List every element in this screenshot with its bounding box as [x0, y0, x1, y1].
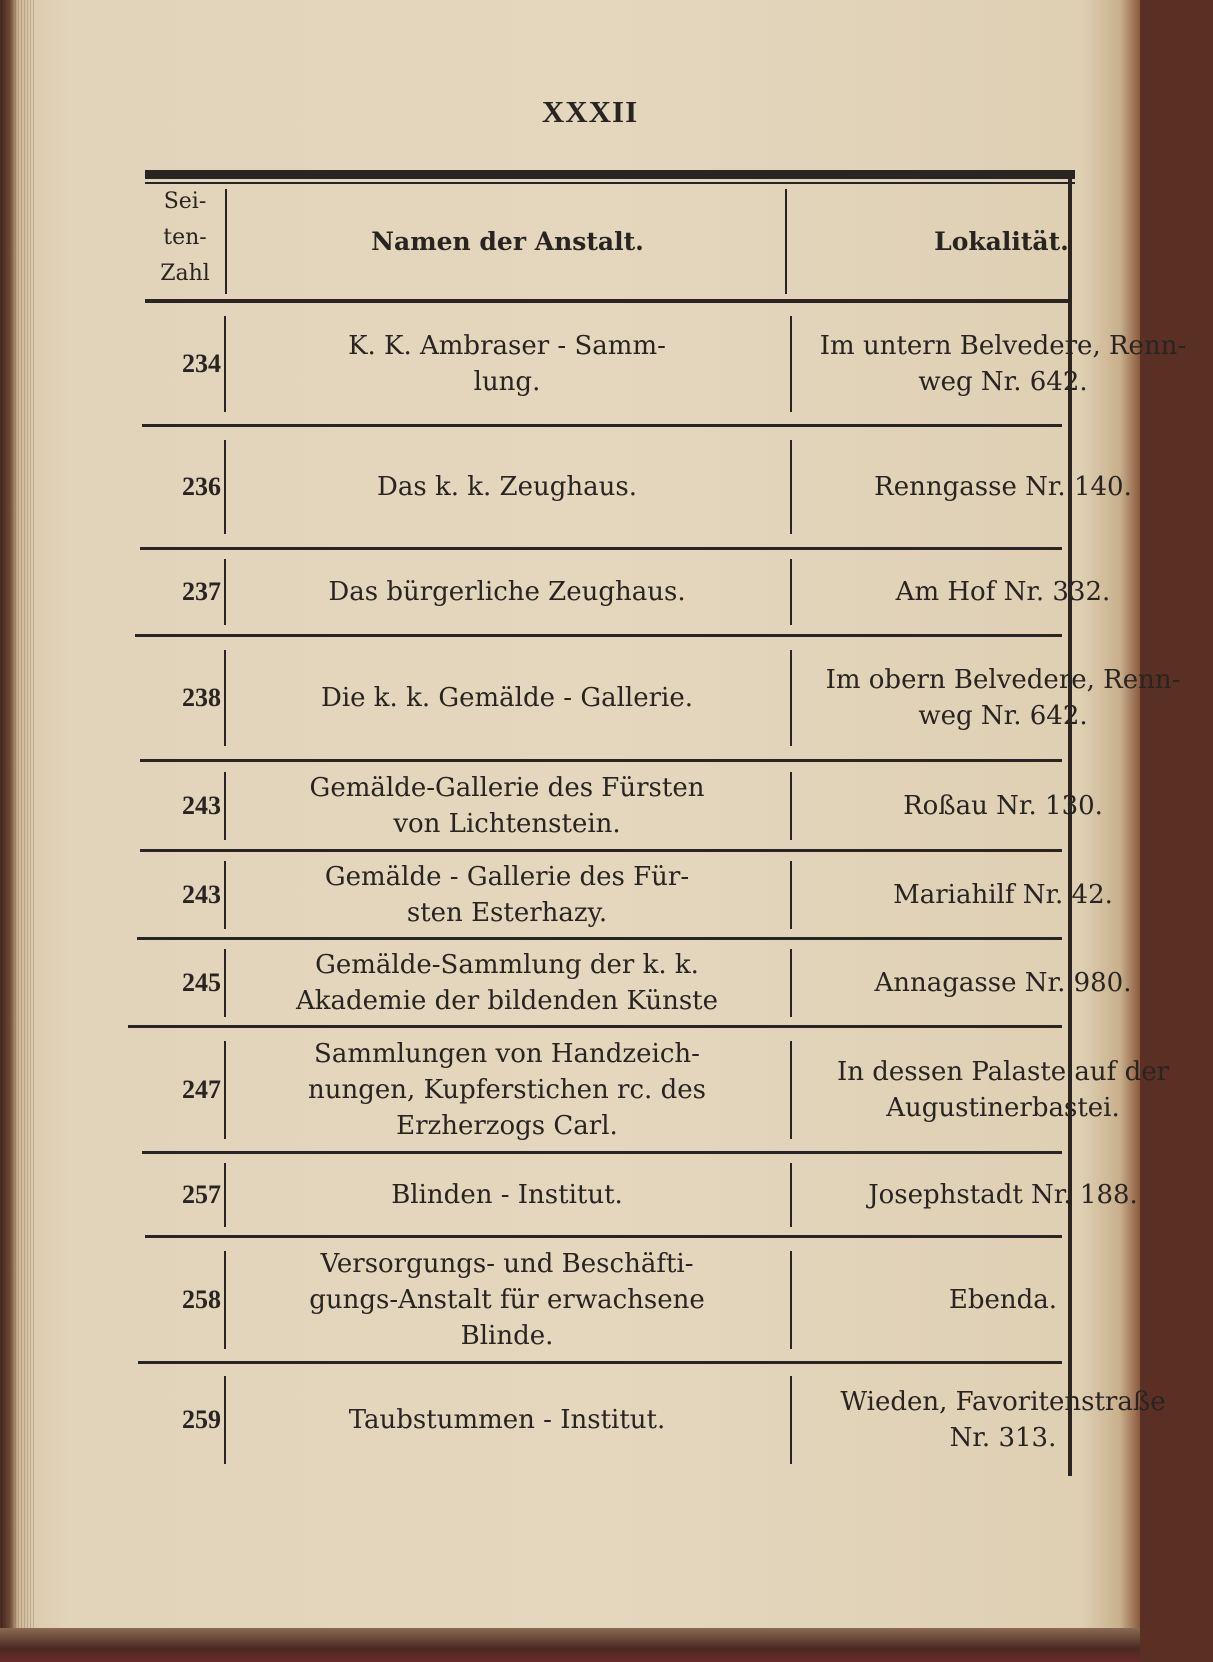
- header-location: Lokalität.: [934, 227, 1069, 256]
- row-page: 234: [182, 349, 221, 378]
- row-name: Die k. k. Gemälde - Gallerie.: [320, 683, 694, 713]
- cell-divider: [790, 861, 792, 928]
- header-divider: [225, 189, 227, 294]
- cell-divider: [224, 650, 226, 746]
- table-header: [145, 184, 1068, 299]
- row-location: In dessen Palaste auf der Augustinerbastei.: [836, 1057, 1170, 1123]
- cell-divider: [790, 440, 792, 534]
- page-number: XXXII: [541, 94, 639, 129]
- row-page: 245: [182, 968, 221, 997]
- page-edge: [0, 0, 34, 1662]
- row-page: 243: [182, 791, 221, 820]
- header-name: Namen der Anstalt.: [371, 227, 644, 256]
- table-row: [145, 763, 1103, 849]
- cell-divider: [224, 949, 226, 1016]
- cell-divider: [790, 772, 792, 841]
- row-name: Gemälde - Gallerie des Für- sten Esterhazy.: [324, 862, 690, 928]
- table-row: [145, 941, 1132, 1025]
- row-name: Blinden - Institut.: [391, 1180, 623, 1210]
- cell-divider: [224, 1163, 226, 1227]
- cell-divider: [224, 559, 226, 625]
- book-bottom-edge: [0, 1628, 1140, 1662]
- table-row: [145, 1029, 1170, 1151]
- table-row: [145, 638, 1181, 758]
- row-location: Josephstadt Nr. 188.: [868, 1180, 1138, 1210]
- cell-divider: [224, 440, 226, 534]
- table-row: [145, 1155, 1138, 1235]
- cell-divider: [790, 1376, 792, 1464]
- row-rule: [138, 1361, 1062, 1364]
- row-location: Renngasse Nr. 140.: [874, 472, 1132, 502]
- cell-divider: [224, 1376, 226, 1464]
- cell-divider: [790, 559, 792, 625]
- header-pages: Sei- ten- Zahl: [160, 189, 210, 286]
- cell-divider: [790, 1041, 792, 1139]
- row-rule: [140, 547, 1062, 550]
- row-page: 247: [182, 1075, 221, 1104]
- table-row: [145, 853, 1113, 937]
- row-rule: [140, 759, 1062, 762]
- table-row: [145, 1239, 1068, 1361]
- header-bottom-rule: [145, 299, 1070, 303]
- row-page: 236: [182, 472, 221, 501]
- table-row: [145, 428, 1132, 546]
- cell-divider: [790, 316, 792, 412]
- table-row: [145, 304, 1187, 424]
- table-top-rule: [145, 170, 1075, 179]
- row-rule: [137, 937, 1062, 940]
- row-rule: [145, 1235, 1062, 1238]
- cell-divider: [224, 1251, 226, 1349]
- cell-divider: [224, 772, 226, 841]
- row-name: Das bürgerliche Zeughaus.: [328, 577, 686, 607]
- row-location: Wieden, Favoritenstraße Nr. 313.: [840, 1387, 1166, 1453]
- row-location: Im obern Belvedere, Renn- weg Nr. 642.: [825, 665, 1181, 731]
- row-name: Taubstummen - Institut.: [348, 1405, 666, 1435]
- row-page: 258: [182, 1285, 221, 1314]
- row-rule: [140, 849, 1062, 852]
- row-location: Am Hof Nr. 332.: [895, 577, 1111, 607]
- table-row: [145, 551, 1111, 633]
- row-rule: [142, 1151, 1062, 1154]
- row-page: 259: [182, 1405, 221, 1434]
- row-location: Ebenda.: [948, 1285, 1058, 1315]
- cell-divider: [224, 861, 226, 928]
- row-location: Annagasse Nr. 980.: [874, 968, 1132, 998]
- cell-divider: [224, 316, 226, 412]
- cell-divider: [790, 949, 792, 1016]
- cell-divider: [790, 1163, 792, 1227]
- row-location: Mariahilf Nr. 42.: [893, 880, 1113, 910]
- row-name: Versorgungs- und Beschäfti- gungs-Anstalt für erwachsene Blinde.: [309, 1249, 705, 1351]
- row-page: 237: [182, 577, 221, 606]
- row-rule: [142, 424, 1062, 427]
- row-name: K. K. Ambraser - Samm- lung.: [348, 331, 666, 397]
- row-name: Sammlungen von Handzeich- nungen, Kupferstichen rc. des Erzherzogs Carl.: [308, 1039, 706, 1141]
- row-name: Gemälde-Sammlung der k. k. Akademie der bildenden Künste: [295, 950, 719, 1016]
- row-rule: [135, 634, 1062, 637]
- row-name: Gemälde-Gallerie des Fürsten von Lichtenstein.: [309, 773, 705, 839]
- row-location: Im untern Belvedere, Renn- weg Nr. 642.: [819, 331, 1187, 397]
- row-page: 238: [182, 683, 221, 712]
- row-name: Das k. k. Zeughaus.: [377, 472, 637, 502]
- row-page: 257: [182, 1180, 221, 1209]
- row-page: 243: [182, 880, 221, 909]
- row-rule: [128, 1025, 1062, 1028]
- table-row: [145, 1365, 1166, 1475]
- header-divider: [785, 189, 787, 294]
- cell-divider: [224, 1041, 226, 1139]
- cell-divider: [790, 650, 792, 746]
- cell-divider: [790, 1251, 792, 1349]
- row-location: Roßau Nr. 130.: [903, 791, 1103, 821]
